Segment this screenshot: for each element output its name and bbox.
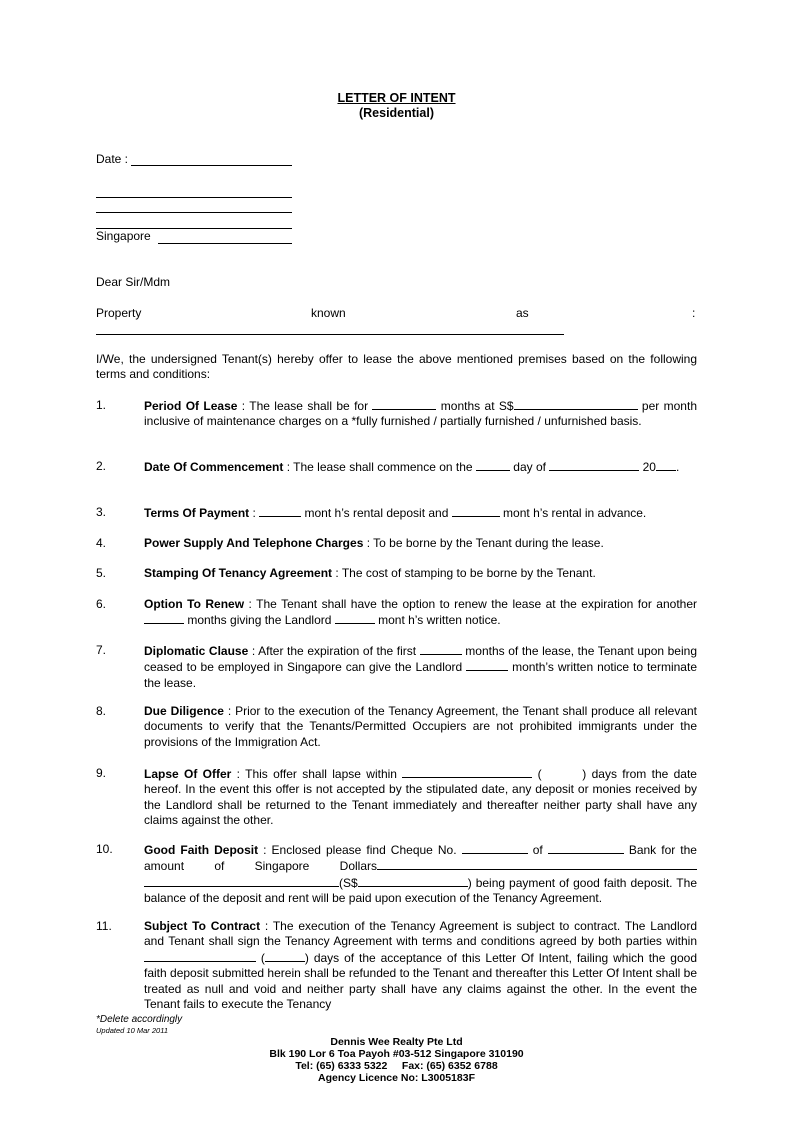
address-country-label: Singapore	[96, 229, 151, 243]
blank-field	[144, 950, 256, 962]
clause-heading: Option To Renew	[144, 597, 245, 611]
blank-field	[548, 842, 624, 854]
salutation: Dear Sir/Mdm	[96, 275, 171, 289]
footer-contact: Tel: (65) 6333 5322 Fax: (65) 6352 6788	[295, 1060, 498, 1072]
clause-heading: Terms Of Payment	[144, 506, 250, 520]
date-blank-line	[131, 165, 292, 166]
blank-field	[452, 505, 500, 517]
date-label: Date :	[96, 152, 129, 166]
blank-field	[259, 505, 301, 517]
blank-field	[372, 398, 436, 410]
clause-heading: Stamping Of Tenancy Agreement	[144, 566, 333, 580]
address-line-1	[96, 197, 292, 198]
clause-lapse-of-offer: Lapse Of Offer : This offer shall lapse within ( ) days from the date hereof. In the event this offer is not accepted by the stipulated date, any deposit or monies received by the Landlord shall be returned to the Tenant immediately and thereafter neither party shall have any claims against the other.	[144, 767, 697, 828]
clause-heading: Period Of Lease	[144, 399, 238, 413]
blank-field	[514, 398, 638, 410]
clause-option-to-renew: Option To Renew : The Tenant shall have the option to renew the lease at the expiration for another months giving the Landlord mont h’s written notice.	[144, 597, 697, 628]
blank-field	[144, 612, 184, 624]
property-word-1: Property	[96, 306, 142, 320]
clause-heading: Power Supply And Telephone Charges	[144, 536, 364, 550]
clause-good-faith-deposit: Good Faith Deposit : Enclosed please find Cheque No. of Bank for the amount of Singapore Dollars(S$ ) being payment of good faith deposit. The balance of the deposit and rent will be paid upon execution of the Tenancy Agreement.	[144, 843, 697, 906]
clause-number: 3.	[96, 505, 107, 519]
blank-field	[144, 875, 339, 887]
blank-field	[358, 875, 468, 887]
footer-company: Dennis Wee Realty Pte Ltd	[330, 1036, 463, 1048]
clause-subject-to-contract: Subject To Contract : The execution of the Tenancy Agreement is subject to contract. The Landlord and Tenant shall sign the Tenancy Agreement with terms and conditions agreed by both parties within ( ) days of the acceptance of this Letter Of Intent, failing which the good faith deposit submitted herein shall be refunded to the Tenant and thereafter this Letter Of Intent shall be treated as null and void and neither party shall have any claims against the other. In the event the Tenant fails to execute the Tenancy	[144, 919, 697, 1012]
document-title: LETTER OF INTENT	[337, 91, 456, 105]
footer-address: Blk 190 Lor 6 Toa Payoh #03-512 Singapore 310190	[269, 1048, 524, 1060]
clause-number: 9.	[96, 766, 107, 780]
blank-field	[476, 459, 510, 471]
address-postcode-line	[158, 243, 292, 244]
property-blank-line	[96, 334, 564, 335]
clause-power-supply: Power Supply And Telephone Charges : To be borne by the Tenant during the lease.	[144, 536, 604, 550]
property-word-4: :	[692, 306, 696, 320]
address-line-2	[96, 212, 292, 213]
blank-field	[462, 842, 528, 854]
updated-note: Updated 10 Mar 2011	[96, 1026, 168, 1035]
blank-field	[402, 766, 532, 778]
clause-number: 2.	[96, 459, 107, 473]
clause-number: 5.	[96, 566, 107, 580]
clause-number: 1.	[96, 398, 107, 412]
delete-note: *Delete accordingly	[96, 1014, 183, 1025]
blank-field	[335, 612, 375, 624]
clause-heading: Subject To Contract	[144, 919, 261, 933]
clause-number: 11.	[96, 919, 112, 933]
clause-diplomatic: Diplomatic Clause : After the expiration of the first months of the lease, the Tenant upon being ceased to be employed in Singapore can give the Landlord month’s written notice to terminate the lease.	[144, 644, 697, 690]
property-word-3: as	[516, 306, 529, 320]
clause-number: 4.	[96, 536, 107, 550]
footer-licence: Agency Licence No: L3005183F	[318, 1072, 475, 1084]
clause-number: 8.	[96, 704, 107, 718]
clause-heading: Date Of Commencement	[144, 460, 284, 474]
clause-number: 6.	[96, 597, 107, 611]
clause-heading: Lapse Of Offer	[144, 767, 232, 781]
document-subtitle: (Residential)	[358, 106, 434, 120]
blank-field	[265, 950, 305, 962]
clause-heading: Diplomatic Clause	[144, 644, 249, 658]
clause-heading: Due Diligence	[144, 704, 224, 718]
blank-field	[377, 858, 697, 870]
clause-terms-of-payment: Terms Of Payment : mont h’s rental deposit and mont h’s rental in advance.	[144, 506, 647, 520]
clause-stamping: Stamping Of Tenancy Agreement : The cost of stamping to be borne by the Tenant.	[144, 566, 596, 580]
intro-paragraph: I/We, the undersigned Tenant(s) hereby offer to lease the above mentioned premises based on the following terms and conditions:	[96, 352, 697, 382]
clause-heading: Good Faith Deposit	[144, 843, 259, 857]
blank-field	[549, 459, 639, 471]
clause-number: 10.	[96, 842, 113, 856]
clause-due-diligence: Due Diligence : Prior to the execution of the Tenancy Agreement, the Tenant shall produce all relevant documents to verify that the Tenants/Permitted Occupiers are not prohibited immigrants under the provisions of the Immigration Act.	[144, 704, 698, 749]
blank-field	[420, 643, 462, 655]
property-word-2: known	[311, 306, 346, 320]
clause-period-of-lease: Period Of Lease : The lease shall be for months at S$ per month inclusive of maintenance charges on a *fully furnished / partially furnished / unfurnished basis.	[144, 399, 697, 429]
blank-field	[656, 459, 676, 471]
clause-date-of-commencement: Date Of Commencement : The lease shall commence on the day of 20 .	[144, 460, 680, 474]
clause-number: 7.	[96, 643, 107, 657]
blank-field	[466, 659, 508, 671]
